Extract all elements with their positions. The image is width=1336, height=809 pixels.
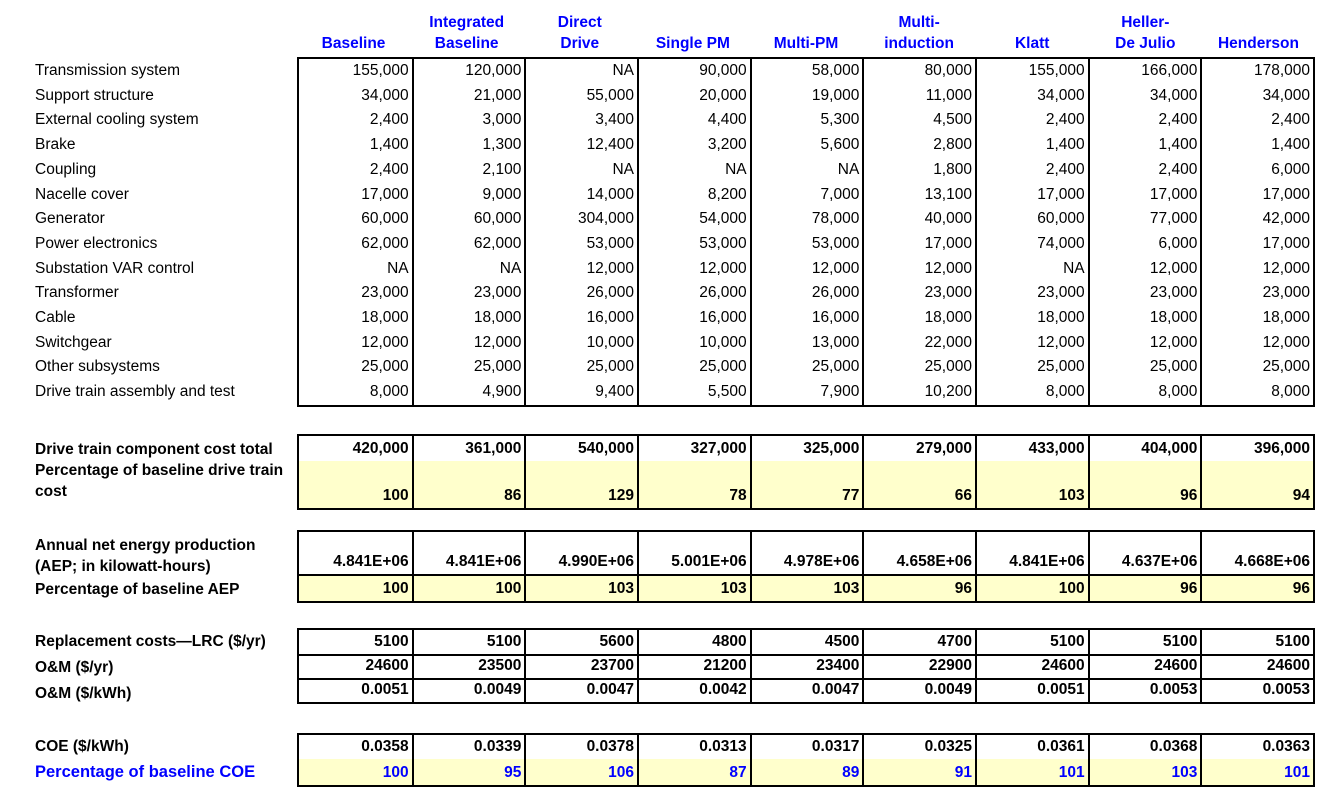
column-header <box>636 5 749 54</box>
table-cell: NA <box>524 158 637 183</box>
column-header <box>1202 5 1315 54</box>
aep-label-line2: (AEP; in kilowatt-hours) <box>35 558 211 575</box>
table-row <box>299 84 1313 109</box>
table-cell: 404,000 <box>1088 436 1201 461</box>
table-cell: 5600 <box>524 630 637 654</box>
table-cell: 8,000 <box>1200 380 1313 405</box>
table-cell: 4.658E+06 <box>862 532 975 574</box>
table-cell: 0.0049 <box>862 680 975 702</box>
table-cell: 0.0042 <box>637 680 750 702</box>
table-cell: 96 <box>1088 461 1201 508</box>
table-cell: NA <box>412 257 525 282</box>
table-row <box>299 306 1313 331</box>
table-cell: 4.668E+06 <box>1200 532 1313 574</box>
table-cell: 129 <box>524 461 637 508</box>
table-row <box>299 735 1313 759</box>
column-header-line2: Baseline <box>321 35 386 52</box>
table-cell: 103 <box>637 576 750 601</box>
table-cell: 24600 <box>975 656 1088 678</box>
column-header-line2: Baseline <box>434 35 499 52</box>
table-cell: 62,000 <box>361 234 409 252</box>
table-cell: 77 <box>750 461 863 508</box>
cost-total-table <box>297 434 1315 510</box>
row-label: Substation VAR control <box>35 259 195 277</box>
table-cell: 25,000 <box>975 355 1088 380</box>
table-cell: 1,400 <box>1200 133 1313 158</box>
table-cell: 21200 <box>637 656 750 678</box>
table-cell: 13,100 <box>862 183 975 208</box>
table-cell: 34,000 <box>1088 84 1201 109</box>
column-header-line2: De Julio <box>1115 35 1176 52</box>
table-cell: 10,200 <box>862 380 975 405</box>
table-cell: 42,000 <box>1200 207 1313 232</box>
table-row <box>299 183 1313 208</box>
table-cell: 5,500 <box>637 380 750 405</box>
om-per-kwh-label: O&M ($/kWh) <box>35 685 132 702</box>
row-label: External cooling system <box>35 111 199 129</box>
table-cell: 58,000 <box>750 59 863 84</box>
component-cost-table <box>297 57 1315 407</box>
table-cell: 18,000 <box>1088 306 1201 331</box>
table-cell: 25,000 <box>1200 355 1313 380</box>
table-cell: 12,000 <box>1200 331 1313 356</box>
om-per-year-label: O&M ($/yr) <box>35 659 114 676</box>
table-cell: 10,000 <box>524 331 637 356</box>
table-cell: 17,000 <box>1200 232 1313 257</box>
table-cell: 325,000 <box>750 436 863 461</box>
column-header-line2: Drive <box>560 35 600 52</box>
table-cell: 0.0378 <box>524 735 637 759</box>
column-header <box>863 5 976 54</box>
table-cell: 327,000 <box>637 436 750 461</box>
table-cell: 540,000 <box>524 436 637 461</box>
column-header-line2: Single PM <box>655 35 730 52</box>
table-row <box>299 654 1313 678</box>
table-cell: 7,000 <box>750 183 863 208</box>
table-row <box>299 108 1313 133</box>
table-cell: 9,000 <box>412 183 525 208</box>
table-cell: NA <box>637 158 750 183</box>
table-row <box>299 281 1313 306</box>
table-cell: 23,000 <box>361 284 409 302</box>
table-cell: 5100 <box>1200 630 1313 654</box>
table-cell: 23700 <box>524 656 637 678</box>
table-cell: 5100 <box>412 630 525 654</box>
table-cell: 86 <box>412 461 525 508</box>
table-cell: 11,000 <box>862 84 975 109</box>
table-cell: 1,400 <box>1088 133 1201 158</box>
table-cell: 89 <box>750 759 863 785</box>
table-cell: 18,000 <box>862 306 975 331</box>
table-cell: 9,400 <box>524 380 637 405</box>
table-cell: 23,000 <box>975 281 1088 306</box>
om-table <box>297 628 1315 704</box>
table-cell: 0.0361 <box>975 735 1088 759</box>
table-cell: NA <box>750 158 863 183</box>
table-row <box>299 59 1313 84</box>
table-cell: 8,000 <box>975 380 1088 405</box>
table-cell: 22,000 <box>862 331 975 356</box>
table-row <box>299 532 1313 576</box>
table-cell: 100 <box>382 487 409 504</box>
table-row <box>299 207 1313 232</box>
table-cell: 5,300 <box>750 108 863 133</box>
table-cell: 279,000 <box>862 436 975 461</box>
column-headers <box>297 5 1315 54</box>
table-cell: 53,000 <box>524 232 637 257</box>
table-cell: 0.0053 <box>1088 680 1201 702</box>
table-row <box>299 158 1313 183</box>
table-cell: 34,000 <box>361 86 409 104</box>
table-cell: 17,000 <box>1088 183 1201 208</box>
row-label: Other subsystems <box>35 358 160 376</box>
table-cell: 34,000 <box>975 84 1088 109</box>
table-cell: 120,000 <box>412 59 525 84</box>
cost-percentage-label <box>35 460 283 502</box>
table-cell: 5100 <box>1088 630 1201 654</box>
column-header <box>410 5 523 54</box>
table-cell: 5.001E+06 <box>637 532 750 574</box>
table-cell: 1,400 <box>369 136 409 154</box>
table-cell: 87 <box>637 759 750 785</box>
table-cell: 10,000 <box>637 331 750 356</box>
table-cell: 23,000 <box>412 281 525 306</box>
table-cell: 6,000 <box>1088 232 1201 257</box>
table-cell: 78 <box>637 461 750 508</box>
table-cell: 0.0339 <box>412 735 525 759</box>
table-cell: 4,500 <box>862 108 975 133</box>
table-cell: 14,000 <box>524 183 637 208</box>
table-cell: 25,000 <box>524 355 637 380</box>
table-cell: 178,000 <box>1200 59 1313 84</box>
table-cell: 23400 <box>750 656 863 678</box>
table-cell: 17,000 <box>975 183 1088 208</box>
table-cell: 20,000 <box>637 84 750 109</box>
table-cell: 100 <box>382 580 409 597</box>
table-cell: 25,000 <box>361 358 409 376</box>
table-cell: 0.0051 <box>361 681 409 698</box>
table-cell: 4700 <box>862 630 975 654</box>
table-cell: 5100 <box>975 630 1088 654</box>
table-cell: 78,000 <box>750 207 863 232</box>
table-row <box>299 257 1313 282</box>
table-row <box>299 380 1313 405</box>
table-cell: 8,000 <box>369 383 409 401</box>
table-row <box>299 331 1313 356</box>
row-label: Transformer <box>35 284 119 302</box>
table-row <box>299 630 1313 654</box>
table-cell: 94 <box>1200 461 1313 508</box>
table-cell: 3,200 <box>637 133 750 158</box>
table-cell: 12,000 <box>975 331 1088 356</box>
table-cell: 166,000 <box>1088 59 1201 84</box>
column-header-line2: Henderson <box>1217 35 1299 52</box>
table-cell: 2,400 <box>975 108 1088 133</box>
table-cell: 62,000 <box>412 232 525 257</box>
table-cell: 5,600 <box>750 133 863 158</box>
table-cell: 106 <box>524 759 637 785</box>
table-cell: 66 <box>862 461 975 508</box>
table-cell: 101 <box>975 759 1088 785</box>
table-cell: 4.841E+06 <box>333 553 409 570</box>
table-cell: 2,400 <box>1088 158 1201 183</box>
table-cell: 0.0047 <box>524 680 637 702</box>
table-cell: 4,400 <box>637 108 750 133</box>
row-label: Nacelle cover <box>35 185 129 203</box>
table-cell: 23,000 <box>862 281 975 306</box>
column-header <box>1089 5 1202 54</box>
table-cell: 0.0049 <box>412 680 525 702</box>
table-cell: 433,000 <box>975 436 1088 461</box>
column-header-line1: Integrated <box>429 14 505 31</box>
table-cell: 2,100 <box>412 158 525 183</box>
table-cell: 304,000 <box>524 207 637 232</box>
table-cell: 100 <box>975 576 1088 601</box>
aep-label <box>35 535 255 577</box>
table-cell: 12,000 <box>862 257 975 282</box>
table-row <box>299 133 1313 158</box>
table-cell: 4500 <box>750 630 863 654</box>
table-cell: 60,000 <box>975 207 1088 232</box>
table-cell: 18,000 <box>412 306 525 331</box>
table-cell: 103 <box>975 461 1088 508</box>
row-label: Drive train assembly and test <box>35 383 235 401</box>
table-cell: 12,000 <box>361 333 409 351</box>
table-cell: 25,000 <box>862 355 975 380</box>
table-cell: 0.0363 <box>1200 735 1313 759</box>
table-cell: 23,000 <box>1200 281 1313 306</box>
table-cell: 96 <box>862 576 975 601</box>
table-cell: 77,000 <box>1088 207 1201 232</box>
table-cell: 16,000 <box>524 306 637 331</box>
table-cell: 25,000 <box>637 355 750 380</box>
table-cell: 3,000 <box>412 108 525 133</box>
row-label: Brake <box>35 136 76 154</box>
table-cell: 2,800 <box>862 133 975 158</box>
table-cell: 4800 <box>637 630 750 654</box>
table-cell: 16,000 <box>637 306 750 331</box>
table-cell: 101 <box>1200 759 1313 785</box>
table-cell: 26,000 <box>524 281 637 306</box>
cost-total-label: Drive train component cost total <box>35 441 273 458</box>
table-cell: 53,000 <box>637 232 750 257</box>
table-cell: 0.0053 <box>1200 680 1313 702</box>
table-cell: 96 <box>1200 576 1313 601</box>
table-cell: 18,000 <box>1200 306 1313 331</box>
table-cell: 4.841E+06 <box>975 532 1088 574</box>
table-cell: 12,000 <box>1200 257 1313 282</box>
table-cell: 0.0313 <box>637 735 750 759</box>
table-cell: 12,000 <box>524 257 637 282</box>
table-cell: 0.0325 <box>862 735 975 759</box>
table-cell: 0.0358 <box>361 738 409 755</box>
table-cell: 103 <box>1088 759 1201 785</box>
table-cell: 25,000 <box>1088 355 1201 380</box>
table-cell: 25,000 <box>750 355 863 380</box>
column-header <box>297 5 410 54</box>
table-cell: NA <box>975 257 1088 282</box>
table-cell: 361,000 <box>412 436 525 461</box>
table-row <box>299 355 1313 380</box>
table-cell: 53,000 <box>750 232 863 257</box>
row-label: Generator <box>35 210 105 228</box>
table-cell: 4,900 <box>412 380 525 405</box>
table-row <box>299 759 1313 785</box>
coe-label: COE ($/kWh) <box>35 738 129 755</box>
table-cell: 18,000 <box>361 309 409 327</box>
table-cell: 12,000 <box>750 257 863 282</box>
table-cell: 18,000 <box>975 306 1088 331</box>
table-cell: 3,400 <box>524 108 637 133</box>
table-row <box>299 436 1313 461</box>
aep-table <box>297 530 1315 603</box>
row-label: Transmission system <box>35 62 180 79</box>
table-cell: 1,800 <box>862 158 975 183</box>
table-cell: 16,000 <box>750 306 863 331</box>
table-cell: 96 <box>1088 576 1201 601</box>
table-cell: 34,000 <box>1200 84 1313 109</box>
table-cell: 60,000 <box>361 210 409 228</box>
table-cell: 7,900 <box>750 380 863 405</box>
table-row <box>299 461 1313 508</box>
table-cell: 55,000 <box>524 84 637 109</box>
column-header-line1: Direct <box>557 14 602 31</box>
table-cell: 1,300 <box>412 133 525 158</box>
column-header <box>523 5 636 54</box>
column-header-line2: Klatt <box>1014 35 1050 52</box>
table-cell: 60,000 <box>412 207 525 232</box>
table-row <box>299 232 1313 257</box>
coe-table <box>297 733 1315 787</box>
table-cell: 155,000 <box>975 59 1088 84</box>
table-cell: 74,000 <box>975 232 1088 257</box>
cost-percentage-label-line2: cost <box>35 483 67 500</box>
table-cell: 80,000 <box>862 59 975 84</box>
table-cell: 22900 <box>862 656 975 678</box>
row-label: Switchgear <box>35 333 112 351</box>
table-cell: 12,000 <box>1088 257 1201 282</box>
table-cell: 0.0368 <box>1088 735 1201 759</box>
table-cell: 24600 <box>1200 656 1313 678</box>
table-cell: 26,000 <box>637 281 750 306</box>
table-cell: 23,000 <box>1088 281 1201 306</box>
table-cell: 100 <box>412 576 525 601</box>
table-cell: 1,400 <box>975 133 1088 158</box>
table-cell: 2,400 <box>1200 108 1313 133</box>
table-cell: 420,000 <box>352 440 409 457</box>
table-cell: NA <box>524 59 637 84</box>
table-cell: 13,000 <box>750 331 863 356</box>
row-label: Coupling <box>35 160 97 178</box>
component-row-labels <box>35 59 297 405</box>
table-cell: 95 <box>412 759 525 785</box>
table-cell: NA <box>387 259 409 277</box>
table-cell: 26,000 <box>750 281 863 306</box>
table-cell: 17,000 <box>1200 183 1313 208</box>
aep-label-line1: Annual net energy production <box>35 537 256 554</box>
table-cell: 103 <box>524 576 637 601</box>
row-label: Power electronics <box>35 234 158 252</box>
lrc-label: Replacement costs—LRC ($/yr) <box>35 633 266 650</box>
aep-percentage-label: Percentage of baseline AEP <box>35 581 240 598</box>
table-cell: 90,000 <box>637 59 750 84</box>
table-cell: 24600 <box>1088 656 1201 678</box>
table-cell: 17,000 <box>361 185 409 203</box>
table-cell: 6,000 <box>1200 158 1313 183</box>
table-cell: 4.637E+06 <box>1088 532 1201 574</box>
table-cell: 0.0317 <box>750 735 863 759</box>
table-cell: 2,400 <box>369 111 409 129</box>
table-cell: 12,400 <box>524 133 637 158</box>
table-cell: 4.978E+06 <box>750 532 863 574</box>
table-cell: 12,000 <box>412 331 525 356</box>
table-cell: 17,000 <box>862 232 975 257</box>
table-cell: 100 <box>382 764 409 781</box>
table-cell: 25,000 <box>412 355 525 380</box>
table-row <box>299 678 1313 702</box>
table-cell: 12,000 <box>1088 331 1201 356</box>
table-cell: 0.0047 <box>750 680 863 702</box>
table-cell: 2,400 <box>369 160 409 178</box>
table-cell: 4.990E+06 <box>524 532 637 574</box>
table-cell: 19,000 <box>750 84 863 109</box>
table-cell: 40,000 <box>862 207 975 232</box>
table-row <box>299 576 1313 601</box>
column-header-line1: Multi- <box>898 14 940 31</box>
table-cell: 54,000 <box>637 207 750 232</box>
table-cell: 2,400 <box>975 158 1088 183</box>
table-cell: 396,000 <box>1200 436 1313 461</box>
table-cell: 103 <box>750 576 863 601</box>
table-cell: 91 <box>862 759 975 785</box>
table-cell: 155,000 <box>352 62 409 79</box>
table-cell: 8,200 <box>637 183 750 208</box>
table-cell: 12,000 <box>637 257 750 282</box>
table-cell: 5100 <box>374 633 409 650</box>
table-cell: 24600 <box>365 657 409 674</box>
table-cell: 0.0051 <box>975 680 1088 702</box>
column-header-line2: induction <box>884 35 954 52</box>
cost-percentage-label-line1: Percentage of baseline drive train <box>35 462 284 479</box>
column-header-line2: Multi-PM <box>773 35 839 52</box>
column-header-line1: Heller- <box>1121 14 1170 31</box>
table-cell: 2,400 <box>1088 108 1201 133</box>
table-cell: 8,000 <box>1088 380 1201 405</box>
table-cell: 23500 <box>412 656 525 678</box>
row-label: Cable <box>35 309 76 327</box>
table-cell: 4.841E+06 <box>412 532 525 574</box>
table-cell: 21,000 <box>412 84 525 109</box>
coe-percentage-label: Percentage of baseline COE <box>35 763 256 781</box>
row-label: Support structure <box>35 86 154 104</box>
column-header <box>749 5 862 54</box>
column-header <box>976 5 1089 54</box>
